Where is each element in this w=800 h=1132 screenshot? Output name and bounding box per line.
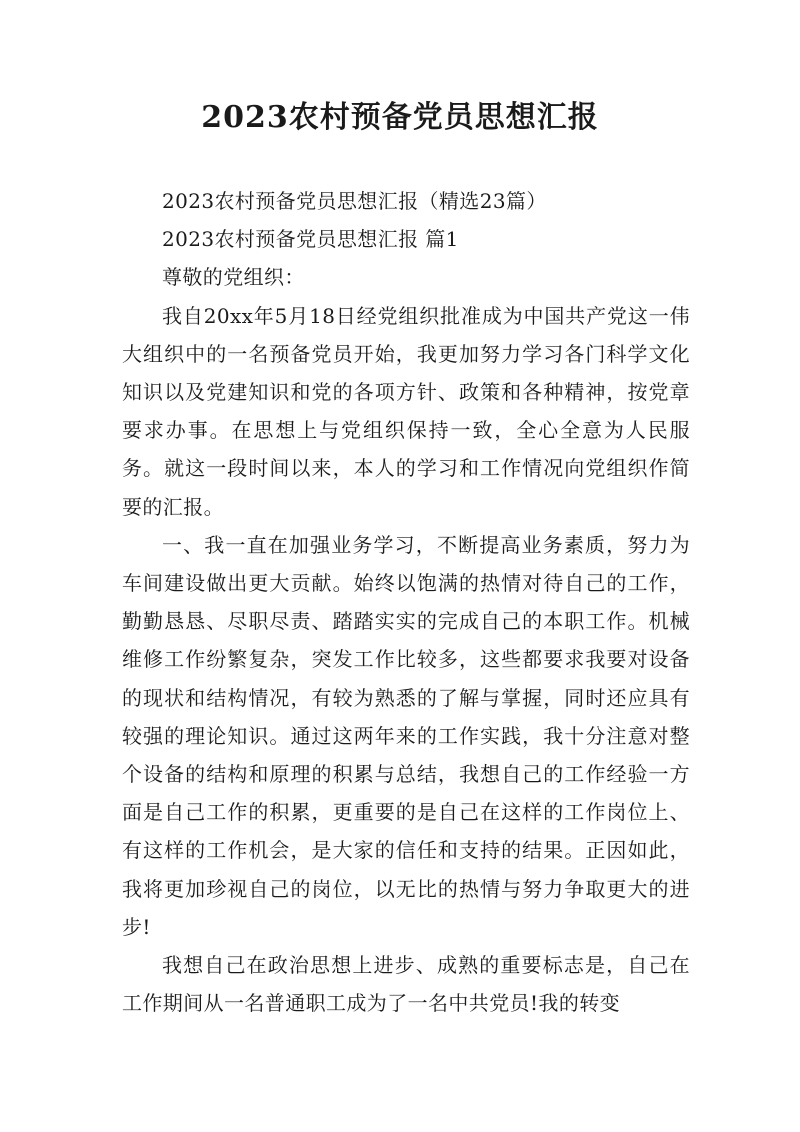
document-title: 2023农村预备党员思想汇报 — [201, 100, 599, 135]
body-paragraph: 一、我一直在加强业务学习，不断提高业务素质，努力为车间建设做出更大贡献。始终以饱满的热情对待自己的工作，勤勤恳恳、尽职尽责、踏踏实实的完成自己的本职工作。机械维修工作纷繁复杂，突发工作比较多，这些都要求我要对设备的现状和结构情况，有较为熟悉的了解与掌握，同时还应具有较强的理论知识。通过这两年来的工作实践，我十分注意对整个设备的结构和原理的积累与总结，我想自己的工作经验一方面是自己工作的积累，更重要的是自己在这样的工作岗位上、有这样的工作机会，是大家的信任和支持的结果。正因如此，我将更加珍视自己的岗位，以无比的热情与努力争取更大的进步! — [122, 532, 690, 939]
salutation: 尊敬的党组织： — [162, 265, 305, 290]
body-paragraph: 我自20xx年5月18日经党组织批准成为中国共产党这一伟大组织中的一名预备党员开始，我更加努力学习各门科学文化知识以及党建知识和党的各项方针、政策和各种精神，按党章要求办事。在思想上与党组织保持一致，全心全意为人民服务。就这一段时间以来，本人的学习和工作情况向党组织作简要的汇报。 — [122, 303, 690, 519]
body-paragraph: 我想自己在政治思想上进步、成熟的重要标志是，自己在工作期间从一名普通职工成为了一名中共党员!我的转变 — [122, 953, 690, 1016]
document-body — [122, 182, 690, 1022]
section-heading: 2023农村预备党员思想汇报 篇1 — [162, 227, 459, 252]
subtitle-paragraph: 2023农村预备党员思想汇报（精选23篇） — [162, 189, 547, 213]
